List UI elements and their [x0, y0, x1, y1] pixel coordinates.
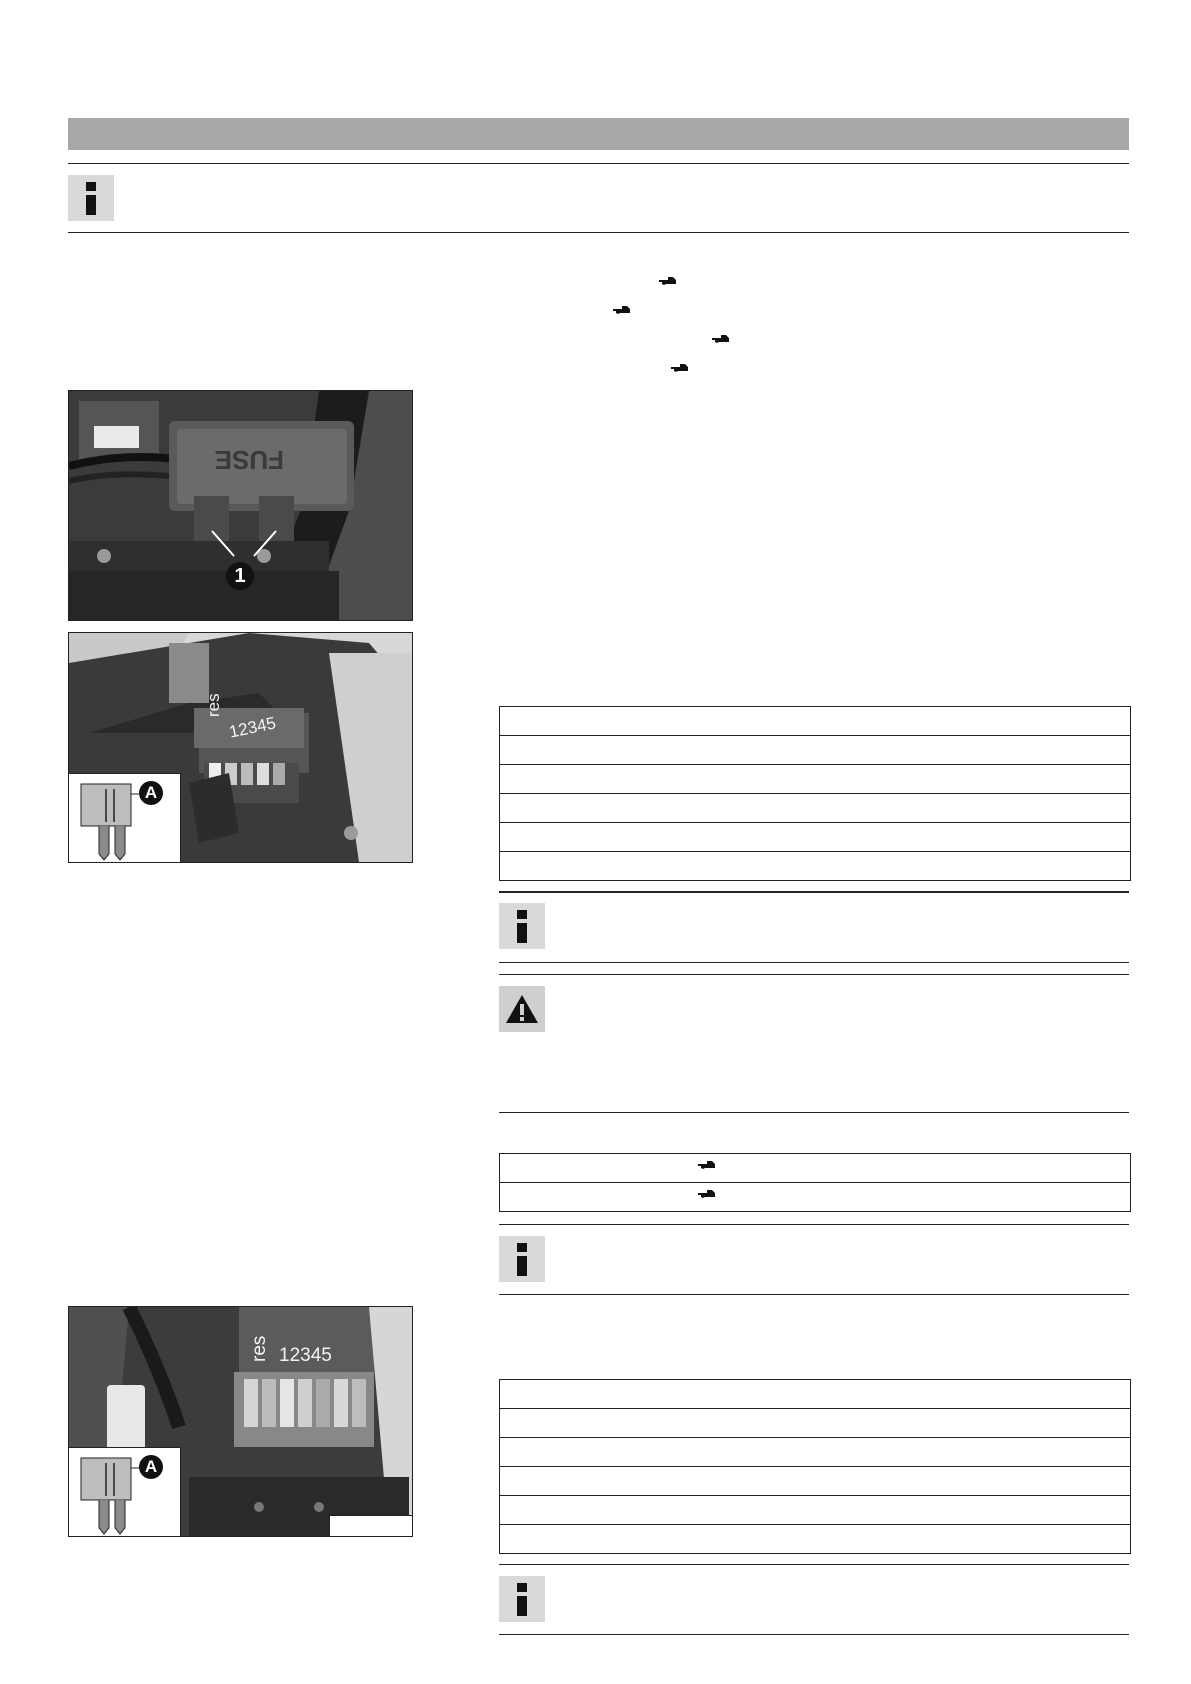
table-row [500, 852, 1130, 880]
divider [68, 163, 1129, 164]
table-row [500, 794, 1130, 823]
table-row [500, 1409, 1130, 1438]
table-row [500, 1467, 1130, 1496]
photo-fuse-box-closeup [68, 1306, 413, 1537]
table-row [500, 1380, 1130, 1409]
pointing-hand-icon[interactable] [659, 276, 677, 286]
fuse-numbers-label: 12345 [279, 1345, 332, 1366]
pointing-hand-icon[interactable] [671, 363, 689, 373]
fuse-lid-label: FUSE [214, 445, 284, 475]
reserve-label: res [249, 1335, 270, 1362]
photo-id-box [329, 1515, 413, 1537]
fuse-numbers-label: 12345 [227, 713, 278, 742]
divider [499, 1112, 1129, 1113]
table-row [500, 1496, 1130, 1525]
info-icon [499, 903, 545, 949]
divider [499, 891, 1129, 893]
divider [499, 1224, 1129, 1225]
reference-table [499, 1153, 1131, 1212]
table-row [500, 1525, 1130, 1553]
pointing-hand-icon[interactable] [698, 1160, 716, 1170]
info-icon [499, 1236, 545, 1282]
pointing-hand-icon[interactable] [712, 334, 730, 344]
fuse-inset [69, 1447, 181, 1537]
spec-table-1 [499, 706, 1131, 881]
callout-a: A [139, 1455, 163, 1479]
table-row [500, 1154, 1130, 1183]
callout-a: A [139, 781, 163, 805]
divider [499, 1634, 1129, 1635]
divider [499, 1564, 1129, 1565]
reserve-label: res [204, 693, 223, 717]
divider [68, 232, 1129, 233]
fuse-inset [69, 773, 181, 863]
section-header-bar [68, 118, 1129, 150]
spec-table-2 [499, 1379, 1131, 1554]
pointing-hand-icon[interactable] [698, 1189, 716, 1199]
warning-triangle-icon [499, 986, 545, 1032]
table-row [500, 1438, 1130, 1467]
table-row [500, 823, 1130, 852]
info-icon [68, 175, 114, 221]
divider [499, 1294, 1129, 1295]
pointing-hand-icon[interactable] [613, 305, 631, 315]
table-row [500, 765, 1130, 794]
table-row [500, 707, 1130, 736]
info-icon [499, 1576, 545, 1622]
photo-fuse-box-open [68, 632, 413, 863]
photo-fuse-box-closed [68, 390, 413, 621]
table-row [500, 736, 1130, 765]
table-row [500, 1183, 1130, 1211]
divider [499, 962, 1129, 963]
callout-1: 1 [226, 562, 254, 590]
divider [499, 974, 1129, 975]
